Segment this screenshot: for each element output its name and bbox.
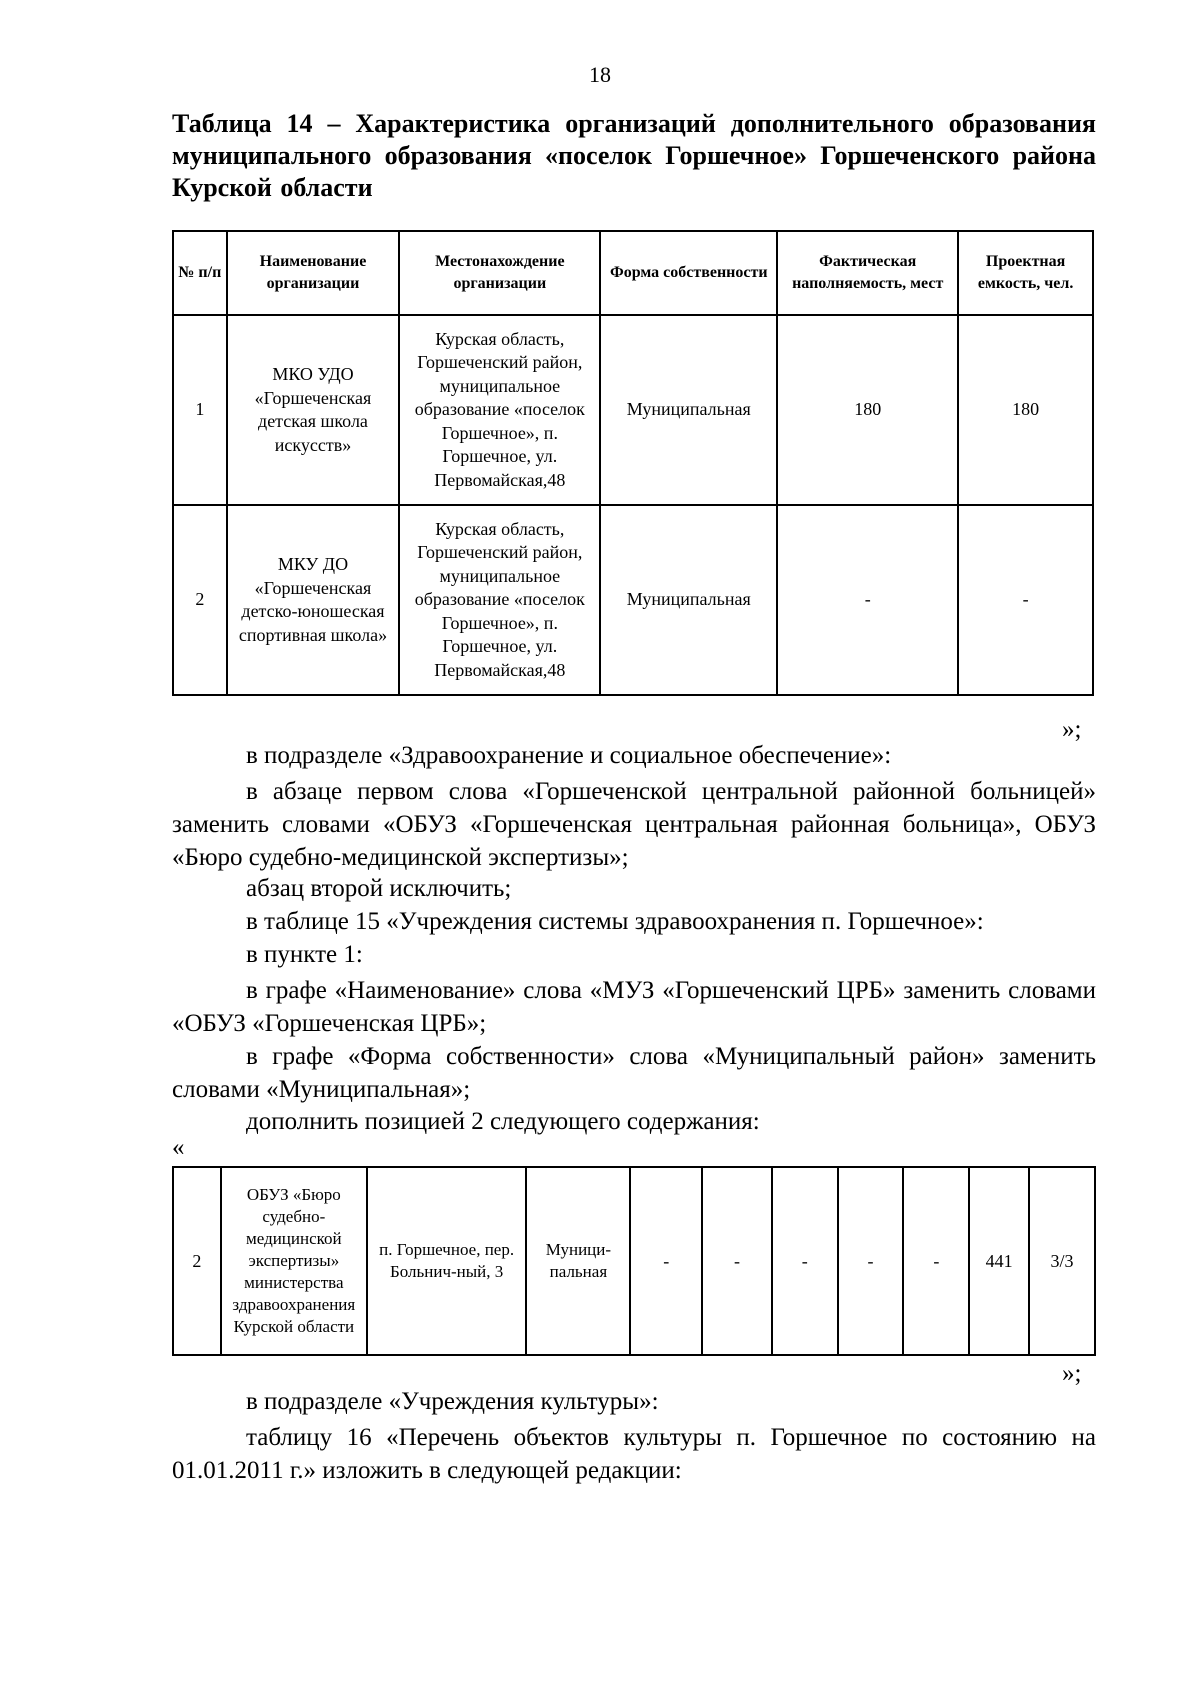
table-cell: 180 — [777, 315, 958, 505]
table-cell: Муници-пальная — [526, 1167, 630, 1355]
table-cell: Курская область, Горшеченский район, муниципальное образование «поселок Горшечное», п. Горшечное, ул. Первомайская,48 — [399, 505, 600, 695]
table-cell: ОБУЗ «Бюро судебно-медицинской экспертизы» министерства здравоохранения Курской области — [221, 1167, 367, 1355]
header-cell: Проектная емкость, чел. — [958, 231, 1093, 315]
paragraph: в графе «Наименование» слова «МУЗ «Горшеченский ЦРБ» заменить словами «ОБУЗ «Горшеченская ЦРБ»; — [172, 977, 1096, 1037]
table-cell: - — [903, 1167, 969, 1355]
header-cell: Фактическая наполняемость, мест — [777, 231, 958, 315]
opening-quote: « — [172, 1134, 185, 1161]
header-cell: Местонахождение организации — [399, 231, 600, 315]
paragraph: таблицу 16 «Перечень объектов культуры п. Горшечное по состоянию на 01.01.2011 г.» изложить в следующей редакции: — [172, 1424, 1096, 1484]
table-cell: 2 — [173, 1167, 221, 1355]
table-cell: Курская область, Горшеченский район, муниципальное образование «поселок Горшечное», п. Горшечное, ул. Первомайская,48 — [399, 315, 600, 505]
table-cell: 441 — [969, 1167, 1029, 1355]
table-cell: 1 — [173, 315, 227, 505]
paragraph: в подразделе «Здравоохранение и социальное обеспечение»: — [246, 742, 892, 769]
paragraph: абзац второй исключить; — [246, 875, 512, 902]
table-cell: - — [630, 1167, 702, 1355]
paragraph: в пункте 1: — [246, 941, 363, 968]
table-cell: - — [958, 505, 1093, 695]
table-cell: Муниципальная — [600, 505, 777, 695]
table-row — [173, 315, 1093, 505]
paragraph: в графе «Форма собственности» слова «Муниципальный район» заменить словами «Муниципальная»; — [172, 1043, 1096, 1103]
paragraph: дополнить позицией 2 следующего содержания: — [246, 1108, 760, 1135]
table-cell: - — [777, 505, 958, 695]
table-row — [173, 1167, 1095, 1355]
header-cell: Форма собственности — [600, 231, 777, 315]
table-cell: 180 — [958, 315, 1093, 505]
closing-quote: »; — [1062, 716, 1082, 743]
table-cell: - — [702, 1167, 772, 1355]
paragraph: в подразделе «Учреждения культуры»: — [246, 1388, 659, 1415]
table-cell: - — [838, 1167, 904, 1355]
paragraph: в абзаце первом слова «Горшеченской центральной районной больницей» заменить словами «ОБУЗ «Горшеченская центральная районная больница», ОБУЗ «Бюро судебно-медицинской экспертизы»; — [172, 778, 1096, 871]
closing-quote: »; — [1062, 1360, 1082, 1387]
table-cell: МКУ ДО «Горшеченская детско-юношеская спортивная школа» — [227, 505, 400, 695]
table-cell: - — [772, 1167, 838, 1355]
table-row — [173, 505, 1093, 695]
paragraph: в таблице 15 «Учреждения системы здравоохранения п. Горшечное»: — [246, 908, 984, 935]
table-cell: Муниципальная — [600, 315, 777, 505]
table-cell: 2 — [173, 505, 227, 695]
table-header-row — [173, 231, 1093, 315]
page-number: 18 — [589, 62, 611, 87]
table-cell: п. Горшечное, пер. Больнич-ный, 3 — [367, 1167, 527, 1355]
table-cell: 3/3 — [1029, 1167, 1095, 1355]
table-15-insert — [172, 1166, 1096, 1356]
table-cell: МКО УДО «Горшеченская детская школа искусств» — [227, 315, 400, 505]
table-14-title: Таблица 14 – Характеристика организаций дополнительного образования муниципального образования «поселок Горшечное» Горшеченского района Курской области — [172, 109, 1096, 202]
header-cell: № п/п — [173, 231, 227, 315]
header-cell: Наименование организации — [227, 231, 400, 315]
table-14 — [172, 230, 1094, 696]
